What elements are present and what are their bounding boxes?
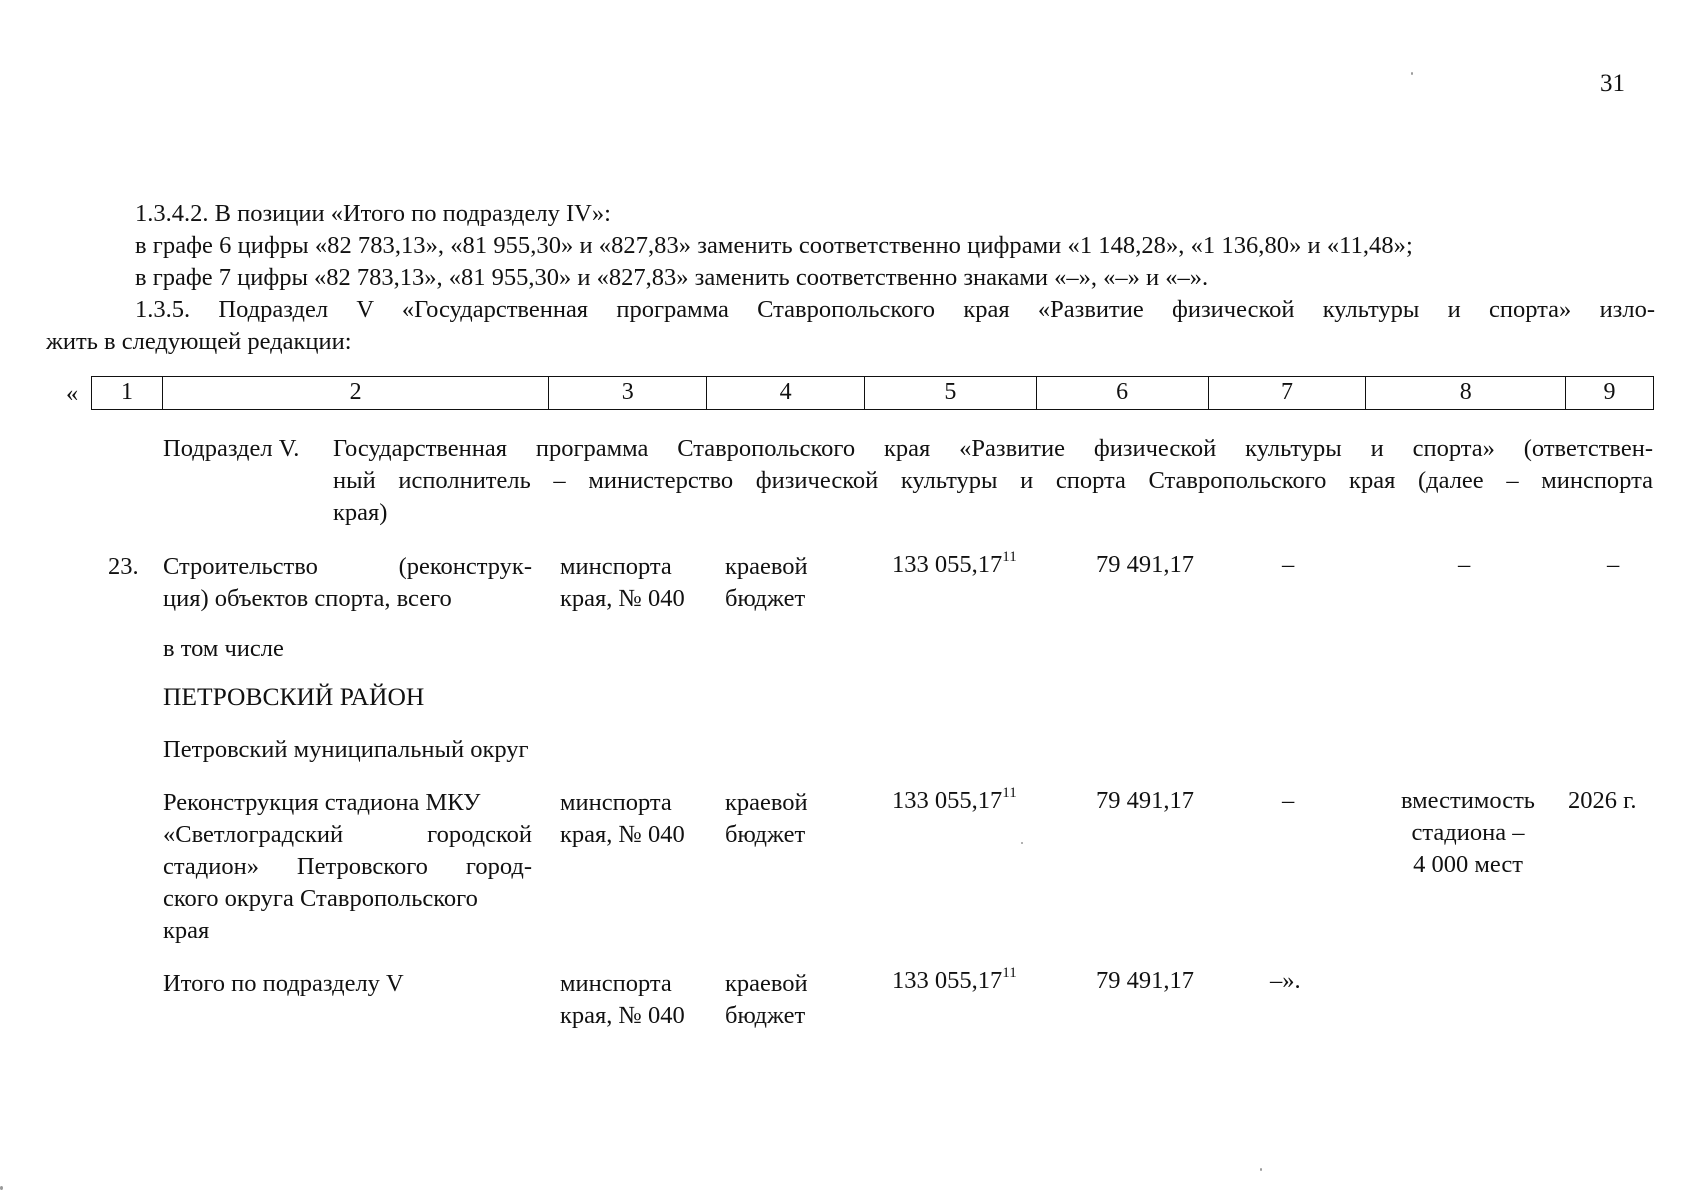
paragraph-graph-7: в графе 7 цифры «82 783,13», «81 955,30» и «827,83» заменить соответственно знаками «–», «–» и «–». [135,264,1209,291]
total-executor-line-2: края, № 040 [560,1002,685,1029]
row-23-col-7: – [1282,551,1295,578]
stadium-row-col-9: 2026 г. [1568,787,1637,814]
total-col-5-footnote: 11 [1002,964,1017,981]
row-23-executor-line-1: минспорта [560,553,672,580]
total-source-line-2: бюджет [725,1002,806,1029]
row-23-executor [560,551,685,615]
header-cell-4: 4 [707,377,865,409]
total-row-name: Итого по подразделу V [163,970,404,997]
paragraph-1-3-5-line-2: жить в следующей редакции: [46,328,352,355]
row-23-source-line-2: бюджет [725,585,806,612]
stadium-source-line-1: краевой [725,789,808,816]
subsection-title-line-2: ный исполнитель – министерство физической культуры и спорта Ставропольского края (далее – минспорта [333,467,1653,494]
header-cell-9: 9 [1603,379,1616,405]
row-23-name [163,551,532,615]
row-23-number: 23. [108,553,139,580]
scan-speck [1411,72,1413,75]
header-cell-2: 2 [163,377,550,409]
paragraph-1-3-5-line-1: 1.3.5. Подраздел V «Государственная программа Ставропольского края «Развитие физической культуры и спорта» изло- [135,296,1655,323]
stadium-name-line-5: края [163,917,210,944]
scan-speck [1021,842,1023,844]
row-23-source [725,551,808,615]
row-23-col-5-footnote: 11 [1002,548,1017,565]
total-executor-line-1: минспорта [560,970,672,997]
stadium-name-line-2: «Светлоградский городской [163,821,532,848]
stadium-col-5-footnote: 11 [1002,784,1017,801]
paragraph-graph-6: в графе 6 цифры «82 783,13», «81 955,30» и «827,83» заменить соответственно цифрами «1 148,28», «1 136,80» и «11,48»; [135,232,1413,259]
stadium-row-col-8 [1378,785,1558,881]
stadium-source-line-2: бюджет [725,821,806,848]
stadium-name-line-3: стадион» Петровского город- [163,853,532,880]
stadium-row-source [725,787,808,851]
stadium-name-line-1: Реконструкция стадиона МКУ [163,789,481,816]
subsection-label: Подраздел V. [163,435,300,462]
municipality-heading: Петровский муниципальный округ [163,736,529,763]
total-row-source [725,968,808,1032]
paragraph-1-3-4-2: 1.3.4.2. В позиции «Итого по подразделу IV»: [135,200,611,227]
stadium-row-executor [560,787,685,851]
stadium-col-8-line-2: стадиона – [1411,819,1525,846]
row-23-name-line-1: Строительство (реконструк- [163,553,532,580]
total-col-5-value: 133 055,17 [892,967,1003,994]
total-row-col-6: 79 491,17 [1096,967,1194,994]
header-cell-7: 7 [1209,377,1367,409]
header-cell-3: 3 [549,377,707,409]
district-heading: ПЕТРОВСКИЙ РАЙОН [163,682,425,711]
scan-speck [1260,1168,1262,1171]
row-23-col-5 [892,549,1017,581]
row-23-executor-line-2: края, № 040 [560,585,685,612]
total-row-col-5 [892,965,1017,997]
header-cell-8: 8 [1366,377,1566,409]
page-number: 31 [1600,70,1625,97]
stadium-row-name [163,787,532,947]
stadium-row-col-5 [892,785,1017,817]
stadium-executor-line-2: края, № 040 [560,821,685,848]
table-header-row [91,376,1654,410]
stadium-row-col-6: 79 491,17 [1096,787,1194,814]
total-row-executor [560,968,685,1032]
stadium-col-5-value: 133 055,17 [892,787,1003,814]
stadium-col-8-line-1: вместимость [1401,787,1535,814]
scan-speck [0,1186,3,1190]
stadium-executor-line-1: минспорта [560,789,672,816]
header-cell-6: 6 [1037,377,1209,409]
stadium-col-8-line-3: 4 000 мест [1413,851,1523,878]
row-23-col-5-value: 133 055,17 [892,551,1003,578]
row-23-col-6: 79 491,17 [1096,551,1194,578]
subsection-title [333,433,1653,529]
row-23-col-8: – [1458,551,1471,578]
stadium-row-col-7: – [1282,787,1295,814]
row-23-source-line-1: краевой [725,553,808,580]
stadium-name-line-4: ского округа Ставропольского [163,885,478,912]
total-row-col-7: –». [1270,967,1301,994]
subsection-title-line-1: Государственная программа Ставропольского края «Развитие физической культуры и спорта» (ответствен- [333,435,1653,462]
total-source-line-1: краевой [725,970,808,997]
table-opening-quote: « [66,380,79,407]
row-23-name-line-2: ция) объектов спорта, всего [163,585,452,612]
including-label: в том числе [163,635,284,662]
header-cell-5: 5 [865,377,1037,409]
row-23-col-9: – [1607,551,1620,578]
header-cell-1: 1 [92,377,163,409]
subsection-title-line-3: края) [333,499,388,526]
